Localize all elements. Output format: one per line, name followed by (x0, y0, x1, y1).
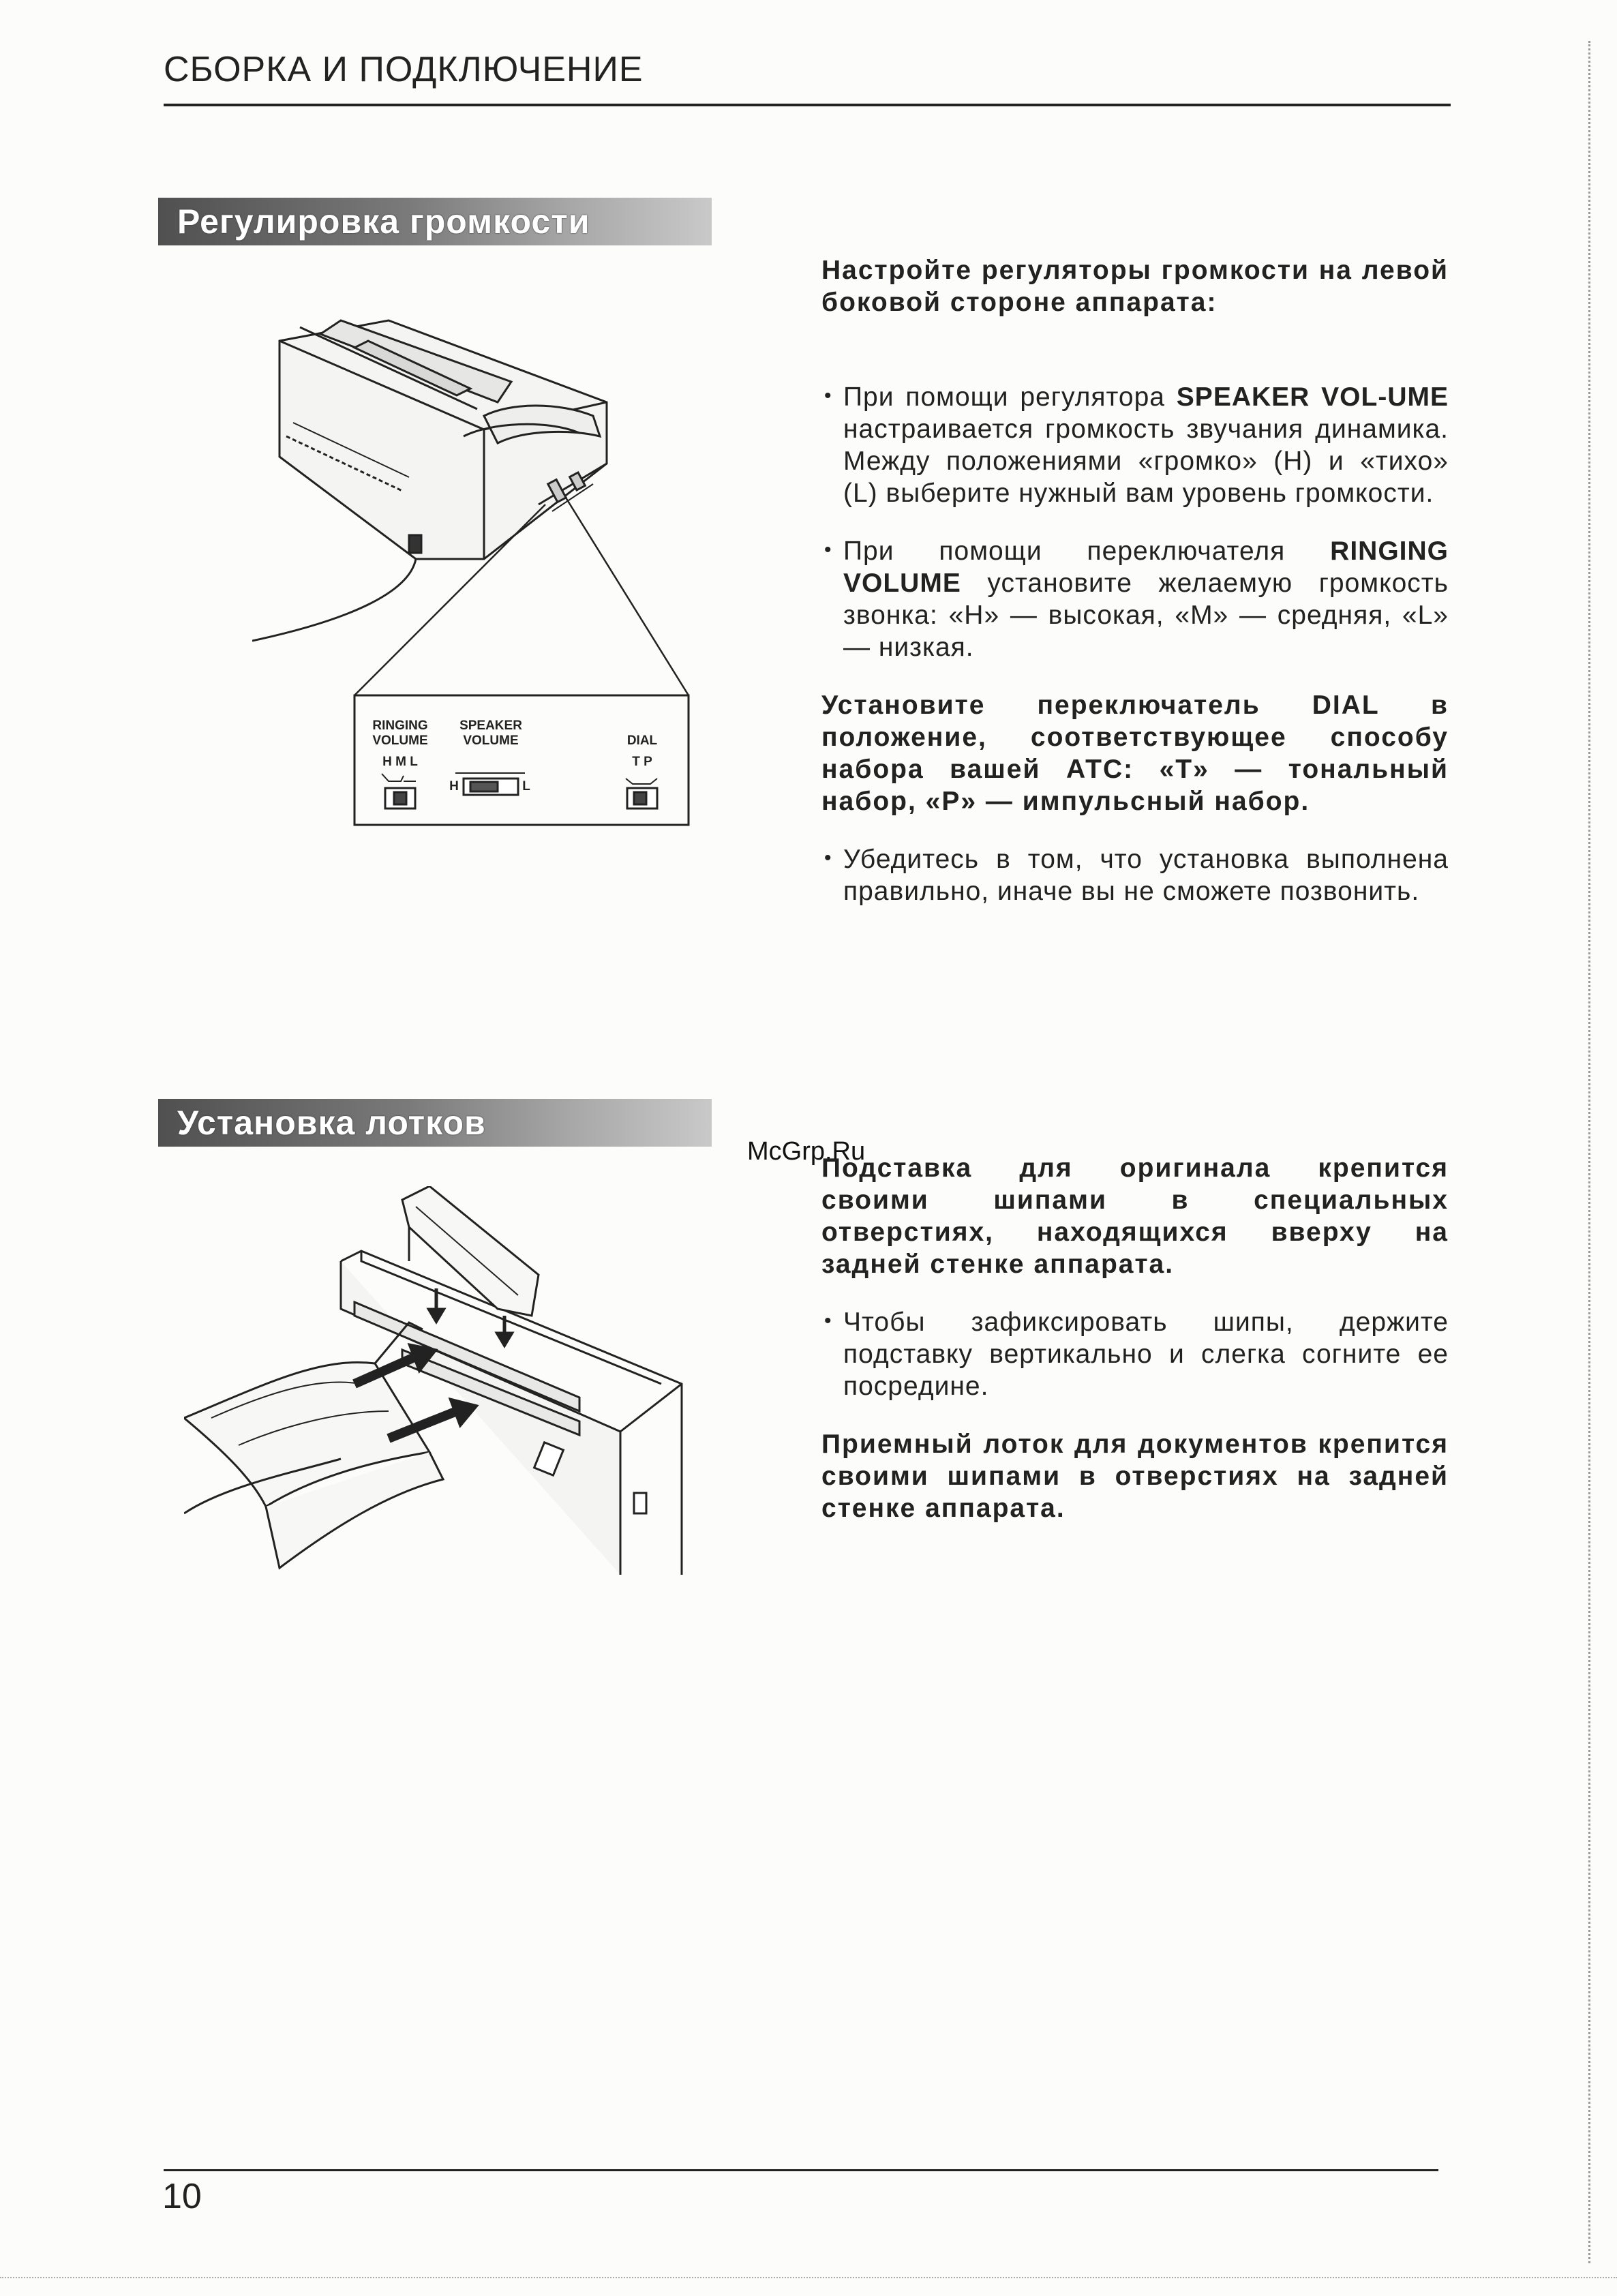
bullet-text: При помощи переключателя (843, 537, 1331, 566)
bullet-text: настраивается громкость звучания динамика. Между положениями «громко» (H) и «тихо» (L) выберите нужный вам уровень громкости. (843, 414, 1449, 508)
panel-speaker-label-1: SPEAKER (459, 719, 522, 733)
volume-text-column (821, 254, 1449, 907)
watermark: McGrp.Ru (747, 1137, 866, 1166)
dial-instruction: Установите переключатель DIAL в положение, соответствующее способу набора вашей АТС: «T» — тональный набор, «P» — импульсный набор. (821, 691, 1449, 816)
section-title-volume: Регулировка громкости (158, 198, 712, 245)
page-title: СБОРКА И ПОДКЛЮЧЕНИЕ (164, 50, 644, 89)
section-title-trays: Установка лотков (158, 1099, 712, 1147)
fax-side-illustration (252, 300, 716, 852)
fix-pins-bullet (821, 1306, 1449, 1402)
stand-instruction: Подставка для оригинала крепится своими шипами в специальных отверстиях, находящихся вверху на задней стенке аппарата. (821, 1153, 1449, 1279)
volume-intro: Настройте регуляторы громкости на левой боковой стороне аппарата: (821, 256, 1449, 317)
bullet-text: Чтобы зафиксировать шипы, держите подставку вертикально и слегка согните ее посредине. (843, 1308, 1449, 1401)
panel-ringing-positions: H M L (382, 755, 418, 769)
bullet-text: При помощи регулятора (843, 382, 1177, 412)
panel-ringing-label-2: VOLUME (372, 734, 428, 748)
tray-installation-illustration (184, 1186, 689, 1582)
scan-edge-right (1588, 41, 1592, 2263)
panel-dial-label: DIAL (626, 734, 658, 748)
check-setup-bullet (821, 843, 1449, 907)
page-number: 10 (162, 2177, 202, 2216)
output-tray-instruction: Приемный лоток для документов крепится своими шипами в отверстиях на задней стенке аппарата. (821, 1430, 1449, 1523)
bullet-dot: • (824, 1310, 832, 1332)
panel-speaker-label-2: VOLUME (463, 734, 519, 748)
panel-dial-positions: T P (632, 755, 652, 769)
bullet-dot: • (824, 384, 832, 407)
bullet-text: установите желаемую громкость звонка: «H» — высокая, «M» — средняя, «L» — низкая. (843, 569, 1449, 662)
panel-speaker-l: L (522, 779, 530, 794)
speaker-volume-bullet (821, 381, 1449, 509)
bullet-text: Убедитесь в том, что установка выполнена правильно, иначе вы не сможете позвонить. (843, 845, 1449, 906)
panel-speaker-h: H (449, 779, 459, 794)
scan-edge-bottom (0, 2277, 1617, 2280)
trays-text-column (821, 1152, 1449, 1524)
footer-divider (164, 2169, 1438, 2171)
bullet-strong: SPEAKER VOL-UME (1176, 382, 1449, 412)
header-divider (164, 104, 1451, 106)
panel-ringing-label-1: RINGING (372, 719, 428, 733)
bullet-strong: RINGING VOLUME (843, 537, 1449, 598)
bullet-dot: • (824, 847, 832, 869)
ringing-volume-bullet (821, 535, 1449, 663)
bullet-dot: • (824, 539, 832, 561)
